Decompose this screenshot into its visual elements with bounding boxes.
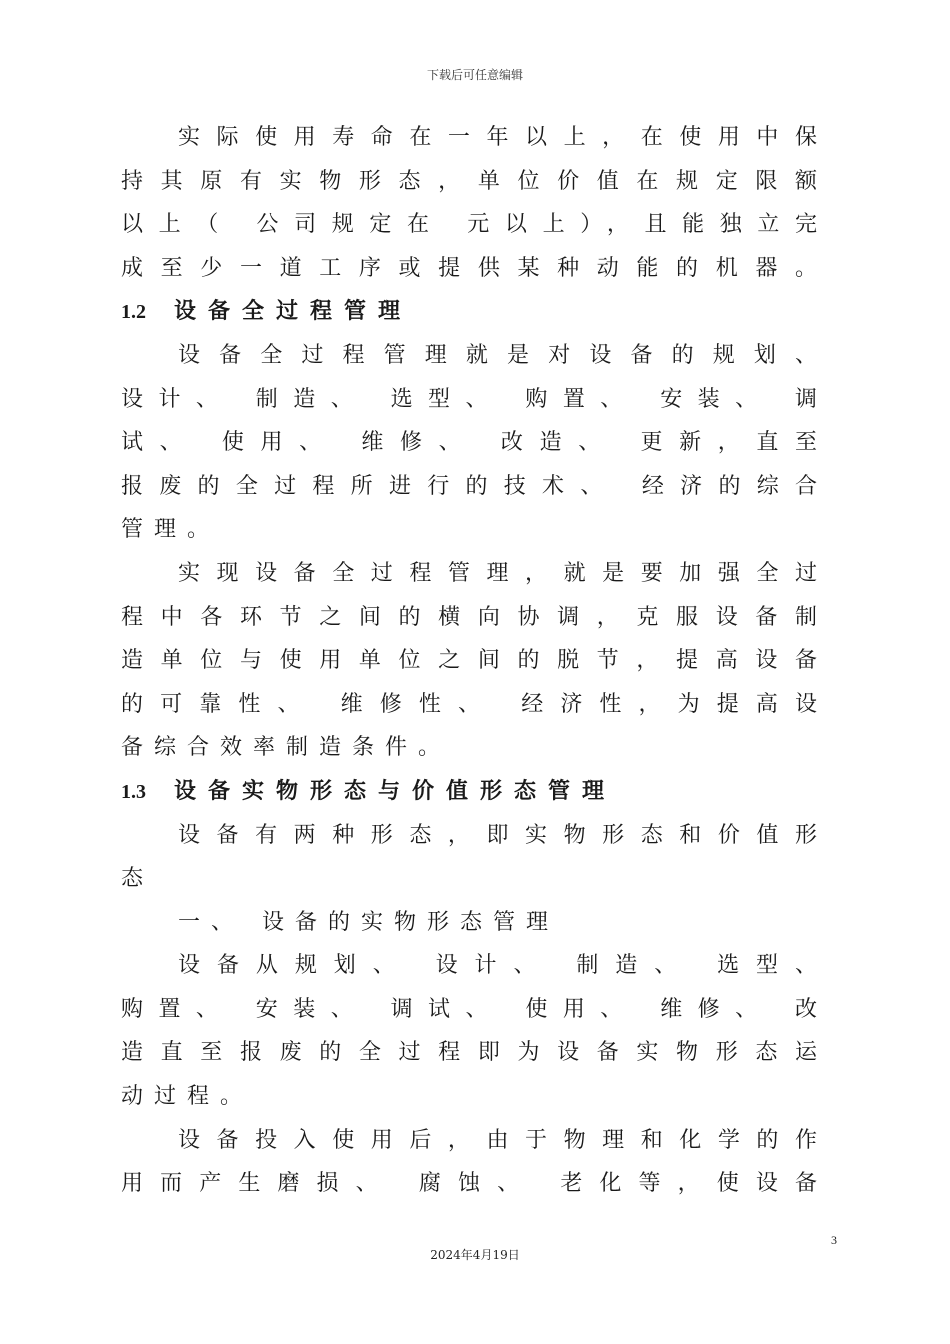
paragraph-line: 造单位与使用单位之间的脱节，提高设备 [121, 648, 817, 674]
paragraph-line: 备综合效率制造条件。 [121, 735, 452, 761]
paragraph-line: 购置、 安装、 调试、 使用、 维修、 改 [121, 996, 817, 1022]
document-body [121, 116, 817, 1206]
paragraph-line: 成至少一道工序或提供某种动能的机器。 [121, 255, 817, 281]
paragraph-line: 用而产生磨损、 腐蚀、 老化等，使设备 [121, 1171, 817, 1197]
paragraph-line: 设备全过程管理就是对设备的规划、 [178, 342, 817, 368]
paragraph-line: 实际使用寿命在一年以上，在使用中保 [178, 125, 817, 150]
page-number: 3 [831, 1233, 837, 1247]
paragraph-line: 态 [121, 866, 155, 892]
paragraph-line: 程中各环节之间的横向协调，克服设备制 [121, 604, 817, 630]
paragraph-line: 设备从规划、 设计、 制造、 选型、 [178, 953, 817, 979]
section-heading-1-3 [121, 770, 817, 814]
paragraph-line: 设计、 制造、 选型、 购置、 安装、 调 [121, 386, 817, 412]
paragraph-line: 设备有两种形态，即实物形态和价值形 [178, 822, 817, 848]
paragraph-line: 持其原有实物形态，单位价值在规定限额 [121, 168, 817, 194]
section-number: 1.2 [121, 301, 146, 324]
page-header: 下载后可任意编辑 [426, 68, 523, 82]
paragraph-line: 以上（ 公司规定在 元以上），且能独立完 [121, 212, 817, 238]
page-footer-date: 2024年4月19日 [430, 1248, 520, 1262]
paragraph-line: 的可靠性、 维修性、 经济性，为提高设 [121, 691, 817, 717]
section-number: 1.3 [121, 780, 146, 803]
section-heading-1-2 [121, 290, 817, 334]
paragraph-line: 动过程。 [121, 1084, 254, 1110]
subsection-heading: 一、 设备的实物形态管理 [178, 909, 559, 935]
section-title: 设备实物形态与价值形态管理 [174, 778, 617, 804]
paragraph-line: 试、 使用、 维修、 改造、 更新，直至 [121, 430, 817, 456]
paragraph-line: 实现设备全过程管理，就是要加强全过 [178, 560, 817, 586]
paragraph-line: 管理。 [121, 517, 221, 543]
paragraph-line: 设备投入使用后，由于物理和化学的作 [178, 1127, 817, 1153]
paragraph-line: 报废的全过程所进行的技术、 经济的综合 [121, 473, 817, 499]
section-title: 设备全过程管理 [174, 299, 413, 325]
paragraph-line: 造直至报废的全过程即为设备实物形态运 [121, 1040, 817, 1066]
